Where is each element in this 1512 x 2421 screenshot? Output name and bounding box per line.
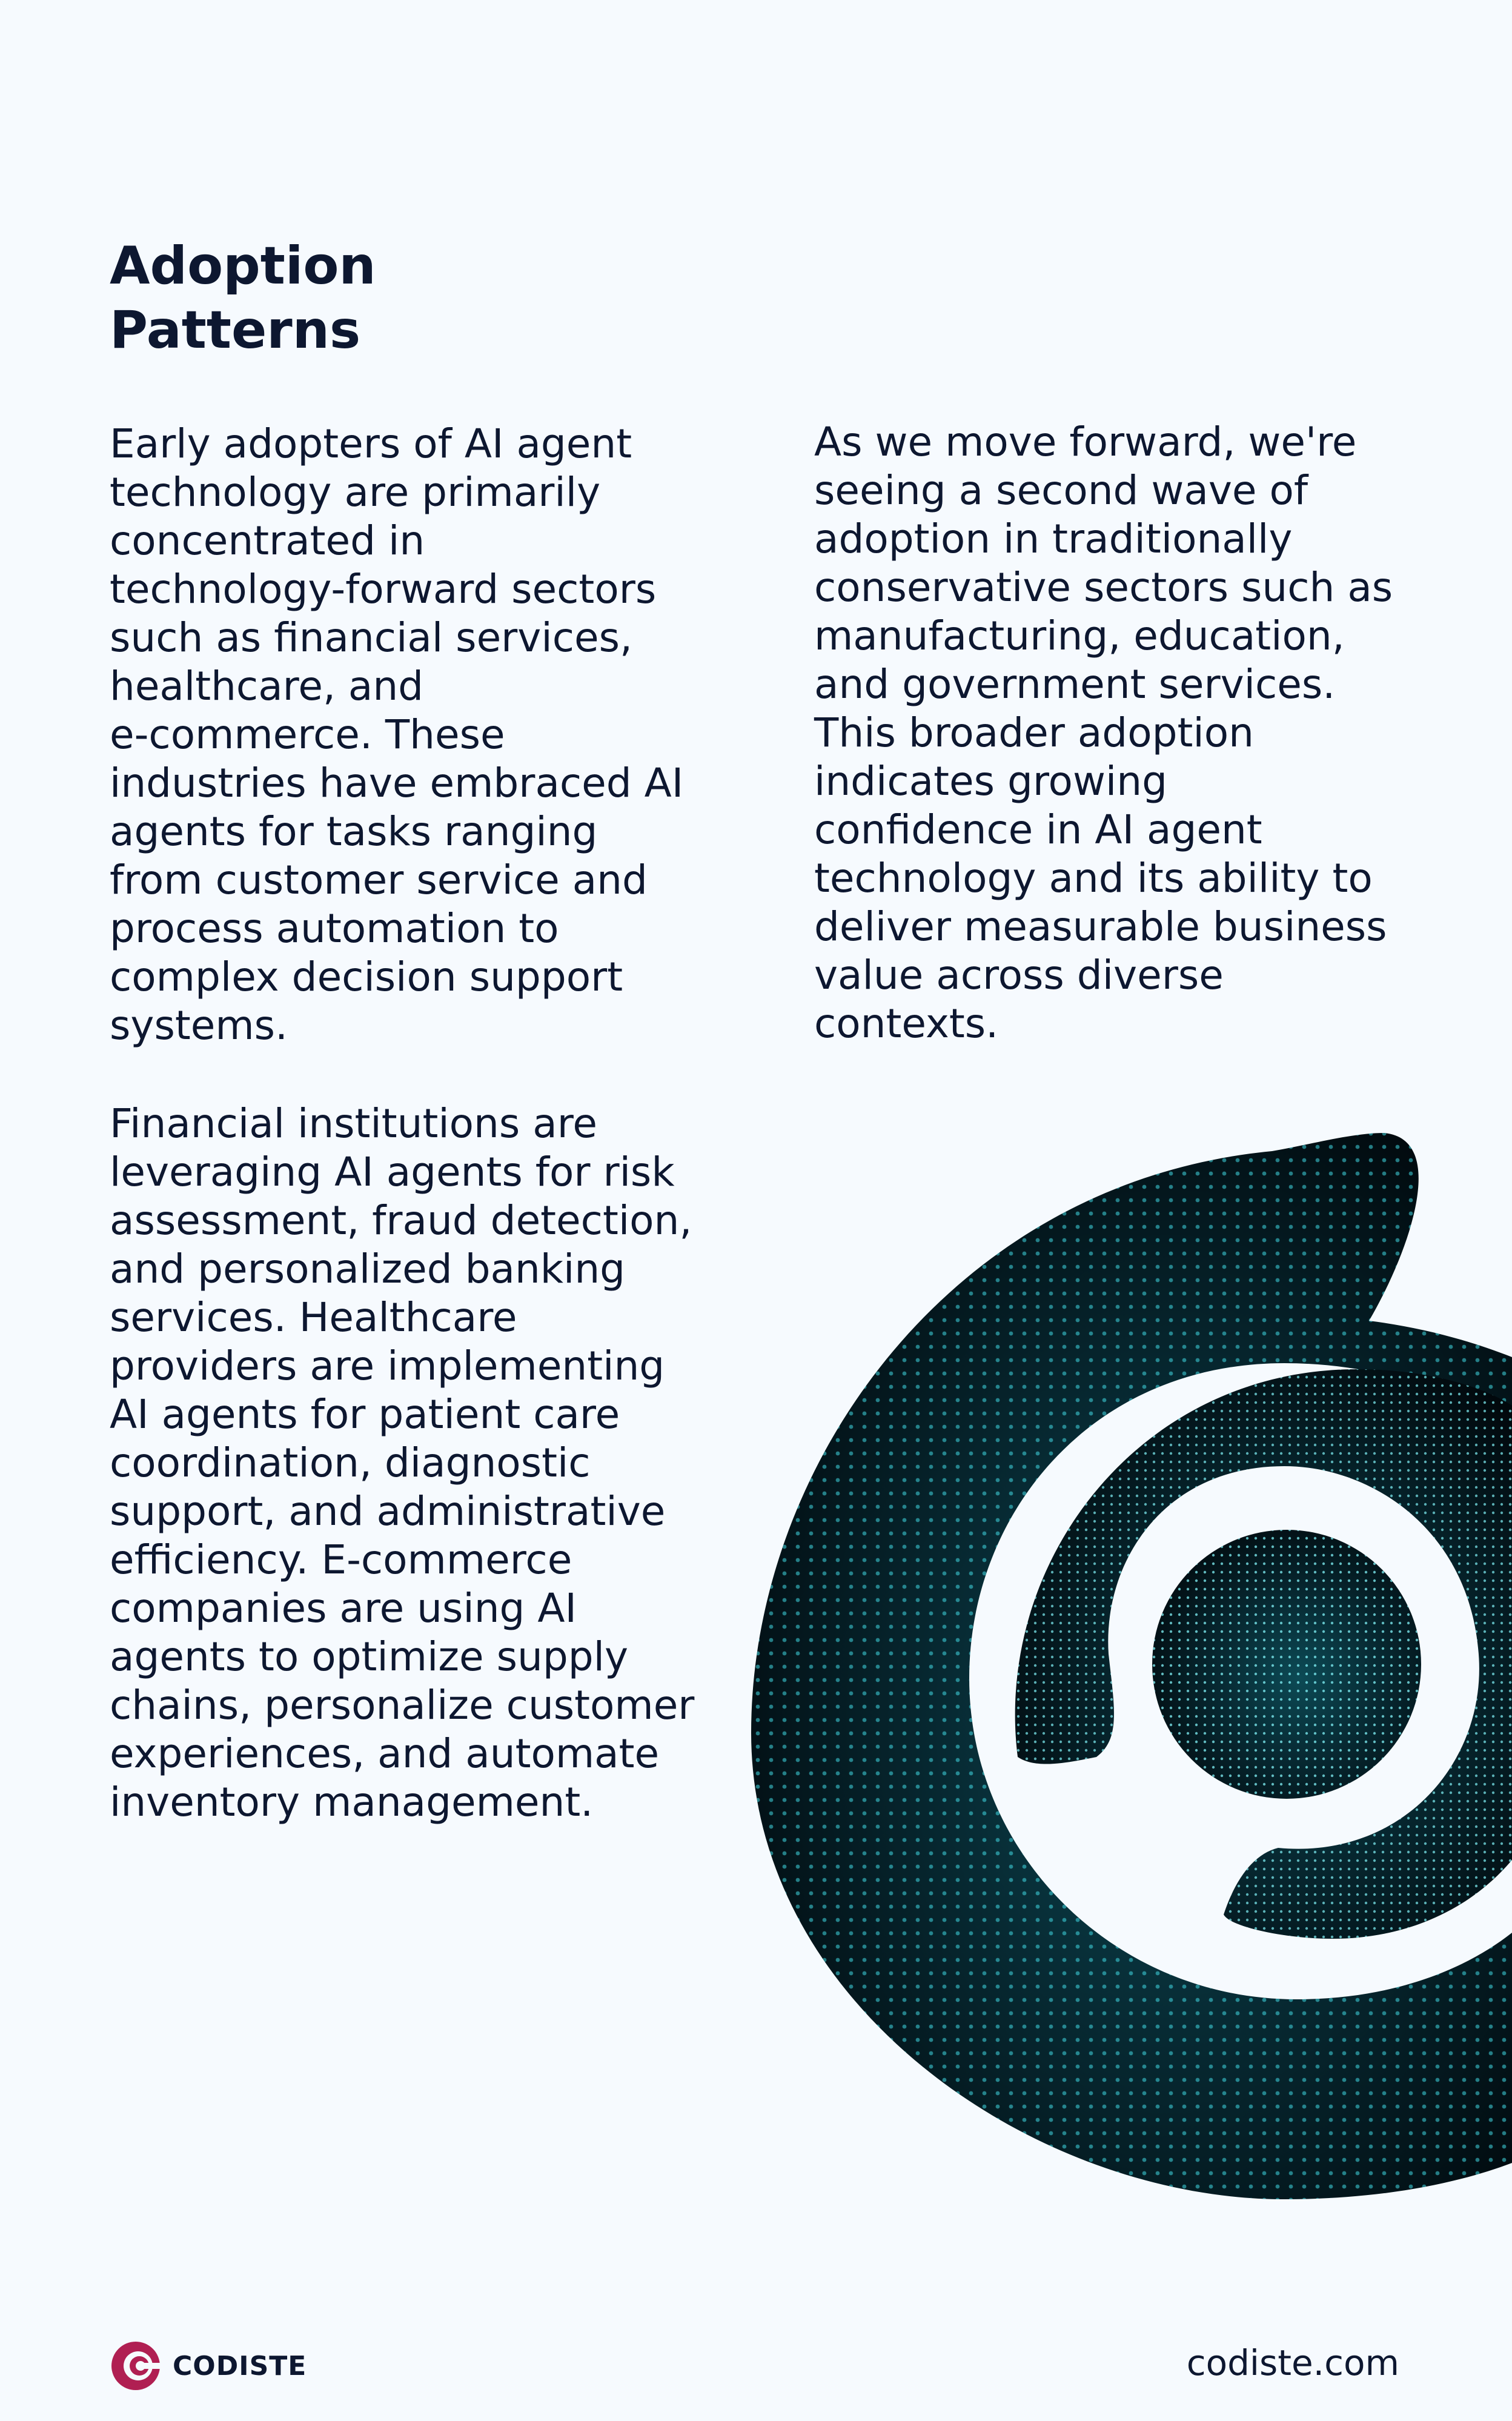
- paragraph-line: agents for tasks ranging: [110, 808, 598, 855]
- paragraph-line: such as financial services,: [110, 614, 632, 661]
- paragraph-line: technology are primarily: [110, 469, 601, 516]
- paragraph-line: technology and its ability to: [814, 855, 1373, 902]
- paragraph-line: inventory management.: [110, 1779, 594, 1825]
- inner-circle: [1152, 1530, 1421, 1799]
- footer-brand-logo[interactable]: [110, 2339, 307, 2393]
- paragraph-line: industries have embraced AI: [110, 760, 684, 806]
- paragraph-line: indicates growing: [814, 758, 1167, 805]
- paragraph-line: deliver measurable business: [814, 903, 1387, 950]
- paragraph-line: experiences, and automate: [110, 1730, 660, 1777]
- paragraph-line: systems.: [110, 1002, 288, 1049]
- paragraph-line: Financial institutions are: [110, 1100, 597, 1147]
- paragraph-line: As we move forward, we're: [814, 419, 1357, 465]
- paragraph-line: leveraging AI agents for risk: [110, 1149, 675, 1195]
- paragraph-line: coordination, diagnostic: [110, 1440, 591, 1486]
- paragraph-line: providers are implementing: [110, 1343, 665, 1389]
- paragraph-line: conservative sectors such as: [814, 564, 1393, 611]
- paragraph-line: agents to optimize supply: [110, 1633, 629, 1680]
- paragraph-line: from customer service and: [110, 857, 648, 903]
- page-title: [110, 234, 594, 362]
- paragraph-line: Early adopters of AI agent: [110, 420, 632, 467]
- title-line-1: Adoption: [110, 236, 376, 296]
- paragraph-line: e-commerce. These: [110, 711, 505, 758]
- paragraph-line: seeing a second wave of: [814, 467, 1308, 514]
- paragraph-line: concentrated in: [110, 517, 425, 564]
- paragraph-line: companies are using AI: [110, 1585, 577, 1632]
- footer-website-link[interactable]: codiste.com: [1186, 2342, 1399, 2383]
- paragraph-line: healthcare, and: [110, 663, 424, 709]
- paragraph-line: services. Healthcare: [110, 1294, 517, 1341]
- paragraph-line: efficiency. E-commerce: [110, 1536, 572, 1583]
- paragraph-line: value across diverse: [814, 952, 1224, 998]
- brand-name: CODISTE: [173, 2350, 307, 2382]
- paragraph-line: process automation to: [110, 905, 559, 952]
- paragraph-line: complex decision support: [110, 954, 623, 1000]
- title-line-2: Patterns: [110, 300, 361, 360]
- paragraph-line: AI agents for patient care: [110, 1391, 620, 1438]
- paragraph-line: assessment, fraud detection,: [110, 1197, 692, 1244]
- paragraph-line: confidence in AI agent: [814, 806, 1262, 853]
- paragraph-line: adoption in traditionally: [814, 516, 1293, 562]
- paragraph-line: and personalized banking: [110, 1246, 626, 1292]
- paragraph-industry-uses: [110, 1100, 715, 1827]
- paragraph-early-adopters: [110, 420, 715, 1050]
- paragraph-line: support, and administrative: [110, 1488, 666, 1535]
- paragraph-second-wave: [814, 418, 1420, 1048]
- paragraph-line: chains, personalize customer: [110, 1682, 695, 1729]
- paragraph-line: and government services.: [814, 661, 1336, 708]
- paragraph-line: This broader adoption: [814, 709, 1254, 756]
- paragraph-line: contexts.: [814, 1000, 999, 1047]
- paragraph-line: technology-forward sectors: [110, 566, 657, 613]
- codiste-logo-icon: [110, 2340, 162, 2392]
- swirl-data-graphic: [751, 1127, 1512, 2199]
- paragraph-line: manufacturing, education,: [814, 613, 1345, 659]
